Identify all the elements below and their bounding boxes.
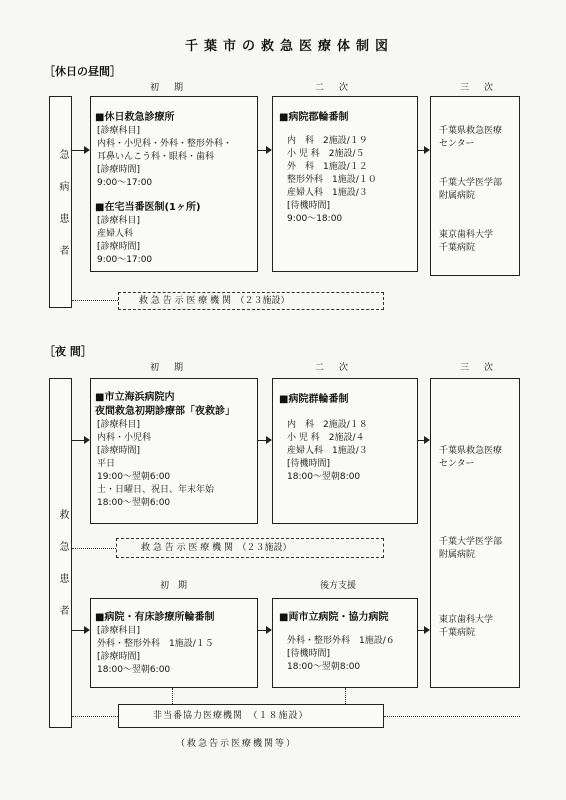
holiday-first-head: ■休日救急診療所 <box>95 112 175 123</box>
holiday-section-label: ［休日の昼間］ <box>44 65 121 78</box>
night-second-box <box>272 378 418 524</box>
holiday-third-body: 千葉県救急医療 センター 千葉大学医学部 附属病院 東京歯科大学 千葉病院 <box>439 126 503 253</box>
night-first-box <box>90 378 258 524</box>
night-patient-label: 救急患者 <box>57 509 68 637</box>
night-rotation-head: ■病院・有床診療所輪番制 <box>95 612 215 623</box>
night-dotted-connector <box>345 688 346 704</box>
holiday-notice-label: 救 急 告 示 医 療 機 関 （２３施設） <box>139 296 290 306</box>
holiday-second-body: 内 科 2施設/１９ 小 児 科 2施設/５ 外 科 1施設/１２ 整形外科 1施設/１０ 産婦人科 1施設/３ [待機時間] 9:00〜18:00 <box>287 136 377 224</box>
night-dotted-connector <box>384 716 520 717</box>
holiday-first-body: [診療科目] 内科・小児科・外科・整形外科・ 耳鼻いんこう科・眼科・歯科 [診療時間] 9:00〜17:00 <box>97 126 233 188</box>
night-dotted-connector <box>72 548 116 549</box>
holiday-col-first: 初 期 <box>150 83 187 93</box>
night-patient-box <box>49 378 72 728</box>
night-rotation-body: [診療科目] 外科・整形外科 1施設/１５ [診療時間] 18:00〜翌朝6:00 <box>97 626 214 675</box>
holiday-first-box <box>90 96 258 272</box>
night-notice-box <box>116 538 384 558</box>
night-nonduty-label: 非当番協力医療機関 （１８施設） <box>153 711 309 721</box>
holiday-col-second: 二 次 <box>315 83 352 93</box>
holiday-third-box <box>430 96 520 276</box>
holiday-second-box <box>272 96 418 272</box>
night-third-box <box>430 378 520 688</box>
night-nonduty-box <box>118 704 384 728</box>
night-second-body: 内 科 2施設/１８ 小 児 科 2施設/４ 産婦人科 1施設/３ [待機時間] 18:00〜翌朝8:00 <box>287 420 368 482</box>
night-col-first: 初 期 <box>150 363 187 373</box>
holiday-dotted-connector <box>72 300 118 301</box>
night-first-body: [診療科目] 内科・小児科 [診療時間] 平日 19:00〜翌朝6:00 土・日曜日、祝日、年末年始 18:00〜翌朝6:00 <box>97 420 215 508</box>
holiday-first-b-body: [診療科目] 産婦人科 [診療時間] 9:00〜17:00 <box>97 216 153 265</box>
night-arrow <box>424 626 430 634</box>
night-third-body: 千葉県救急医療 センター 千葉大学医学部 附属病院 東京歯科大学 千葉病院 <box>439 446 503 638</box>
night-backup-body: 外科・整形外科 1施設/６ [待機時間] 18:00〜翌朝8:00 <box>287 636 395 672</box>
night-second-head: ■病院群輪番制 <box>279 394 349 405</box>
holiday-col-third: 三 次 <box>460 83 497 93</box>
night-sub-first: 初 期 <box>160 581 188 591</box>
night-sub-backup: 後方支援 <box>320 581 357 591</box>
page-title: 千葉市の救急医療体制図 <box>185 39 395 54</box>
night-col-second: 二 次 <box>315 363 352 373</box>
holiday-patient-label: 急病患者 <box>57 149 68 277</box>
night-section-label: ［夜 間］ <box>44 345 92 358</box>
holiday-patient-box <box>49 96 72 308</box>
holiday-notice-box <box>118 292 384 310</box>
night-col-third: 三 次 <box>460 363 497 373</box>
night-notice-label: 救 急 告 示 医 療 機 関 （２３施設） <box>141 543 292 553</box>
holiday-second-head: ■病院郡輪番制 <box>279 112 349 123</box>
night-backup-head: ■両市立病院・協力病院 <box>279 612 389 623</box>
night-rotation-box <box>90 598 258 688</box>
night-backup-box <box>272 598 418 688</box>
night-first-head: ■市立海浜病院内 夜間救急初期診療部「夜救診」 <box>95 392 235 417</box>
night-footnote: （救急告示医療機関等） <box>176 739 298 749</box>
night-dotted-connector <box>72 716 118 717</box>
holiday-first-b-head: ■在宅当番医制(1ヶ所) <box>95 202 201 213</box>
night-dotted-connector <box>172 688 173 704</box>
